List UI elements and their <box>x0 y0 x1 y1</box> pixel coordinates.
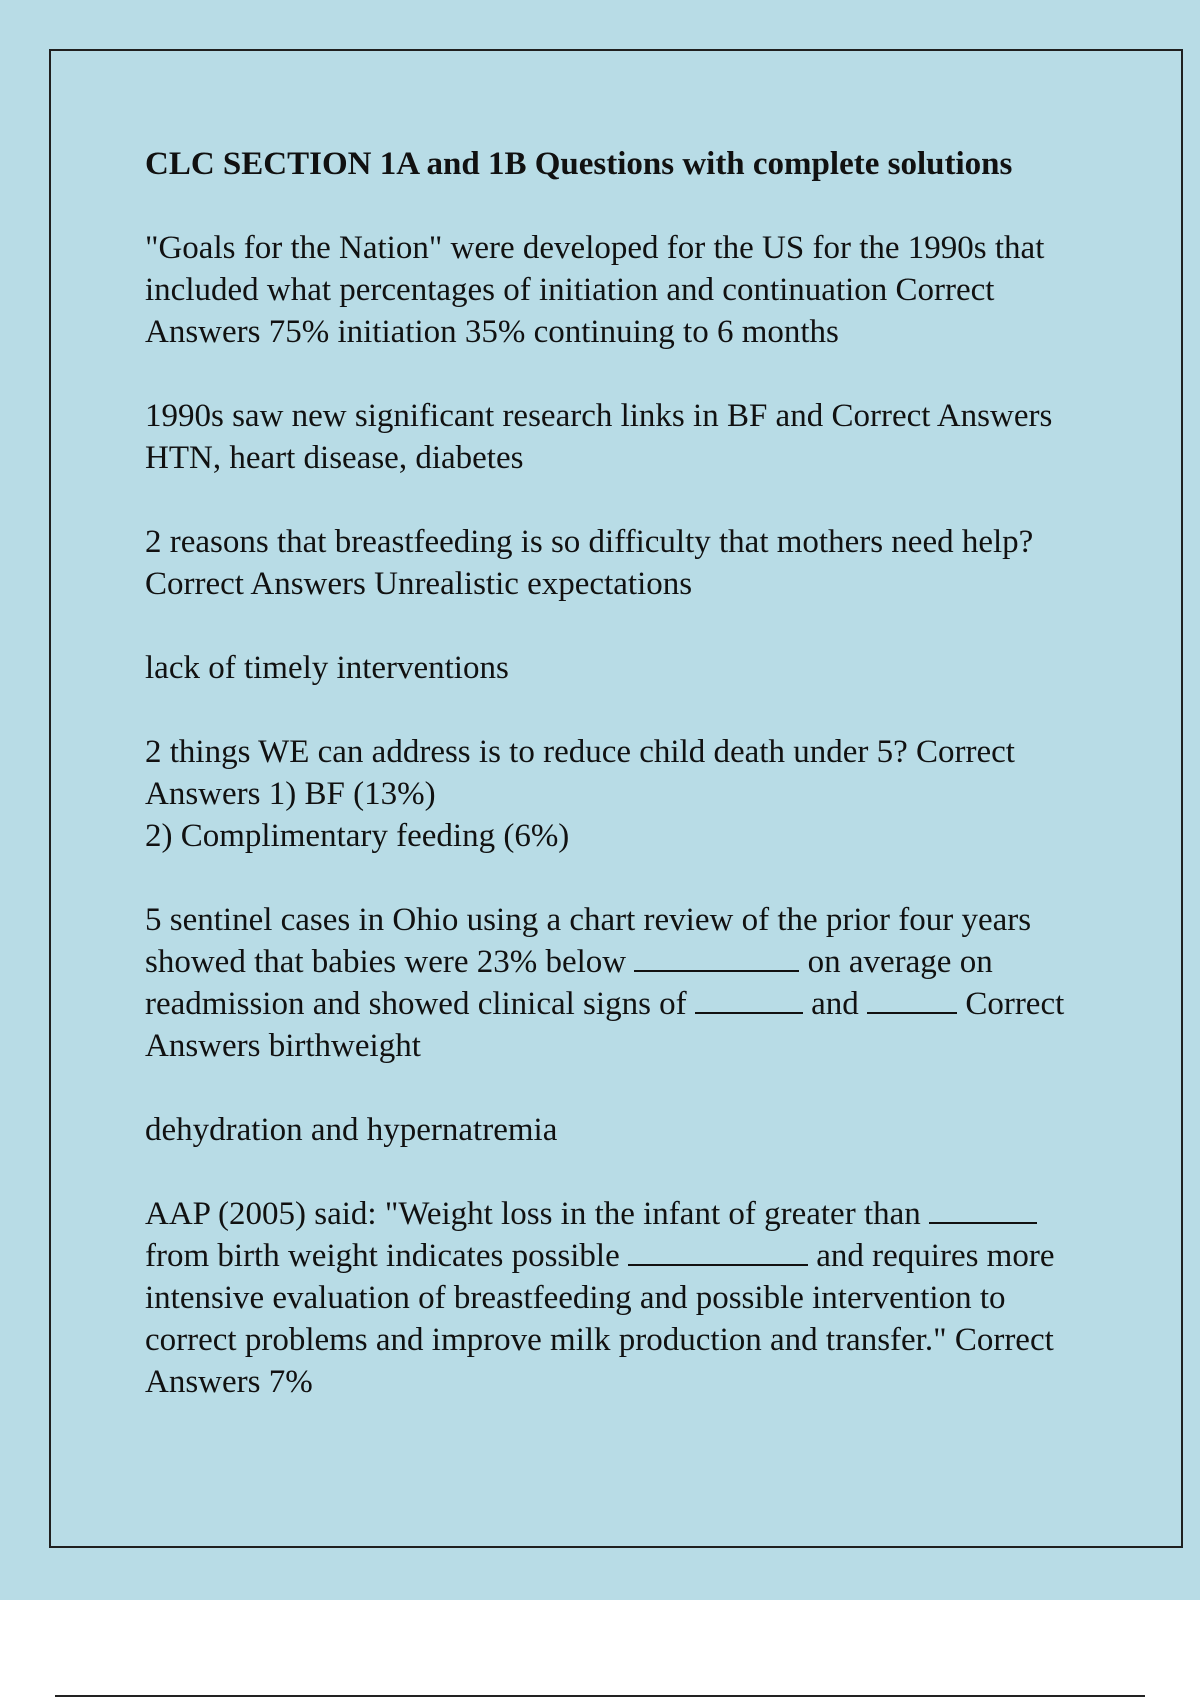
fill-in-blank <box>867 986 957 1014</box>
sentinel-text-3: and <box>802 986 868 1022</box>
fill-in-blank <box>695 986 803 1014</box>
document-content <box>145 143 1105 1403</box>
qa-aap-weight-loss <box>145 1193 1105 1403</box>
aap-text-1: AAP (2005) said: "Weight loss in the infant of greater than <box>145 1196 930 1232</box>
fill-in-blank <box>929 1196 1037 1224</box>
qa-breastfeeding-difficulty: 2 reasons that breastfeeding is so difficulty that mothers need help? Correct Answers Unrealistic expectations <box>145 524 1034 602</box>
document-title: CLC SECTION 1A and 1B Questions with complete solutions <box>145 146 1013 182</box>
sentinel-text-1: 5 sentinel cases in Ohio using a chart review of the prior four years showed that babies were 23% below <box>145 902 1032 980</box>
qa-dehydration: dehydration and hypernatremia <box>145 1112 558 1148</box>
qa-sentinel-cases <box>145 899 1105 1067</box>
aap-text-2: from birth weight indicates possible <box>145 1238 628 1274</box>
aap-text-3: and requires more intensive evaluation of breastfeeding and possible intervention to correct problems and improve milk production and transfer." Correct Answers 7% <box>145 1238 1055 1400</box>
qa-child-death-line2: 2) Complimentary feeding (6%) <box>145 818 570 854</box>
sentinel-text-4: Correct Answers birthweight <box>145 986 1065 1064</box>
qa-goals-for-nation: "Goals for the Nation" were developed for the US for the 1990s that included what percentages of initiation and continuation Correct Answers 75% initiation 35% continuing to 6 months <box>145 230 1045 350</box>
qa-lack-of-interventions: lack of timely interventions <box>145 650 509 686</box>
fill-in-blank <box>634 944 799 972</box>
footer-divider <box>55 1695 1145 1697</box>
fill-in-blank <box>628 1238 808 1266</box>
qa-child-death-line1: 2 things WE can address is to reduce child death under 5? Correct Answers 1) BF (13%) <box>145 734 1015 812</box>
qa-child-death-under-5 <box>145 731 1105 857</box>
qa-research-links: 1990s saw new significant research links in BF and Correct Answers HTN, heart disease, diabetes <box>145 398 1053 476</box>
sentinel-text-2: on average on readmission and showed clinical signs of <box>145 944 993 1022</box>
